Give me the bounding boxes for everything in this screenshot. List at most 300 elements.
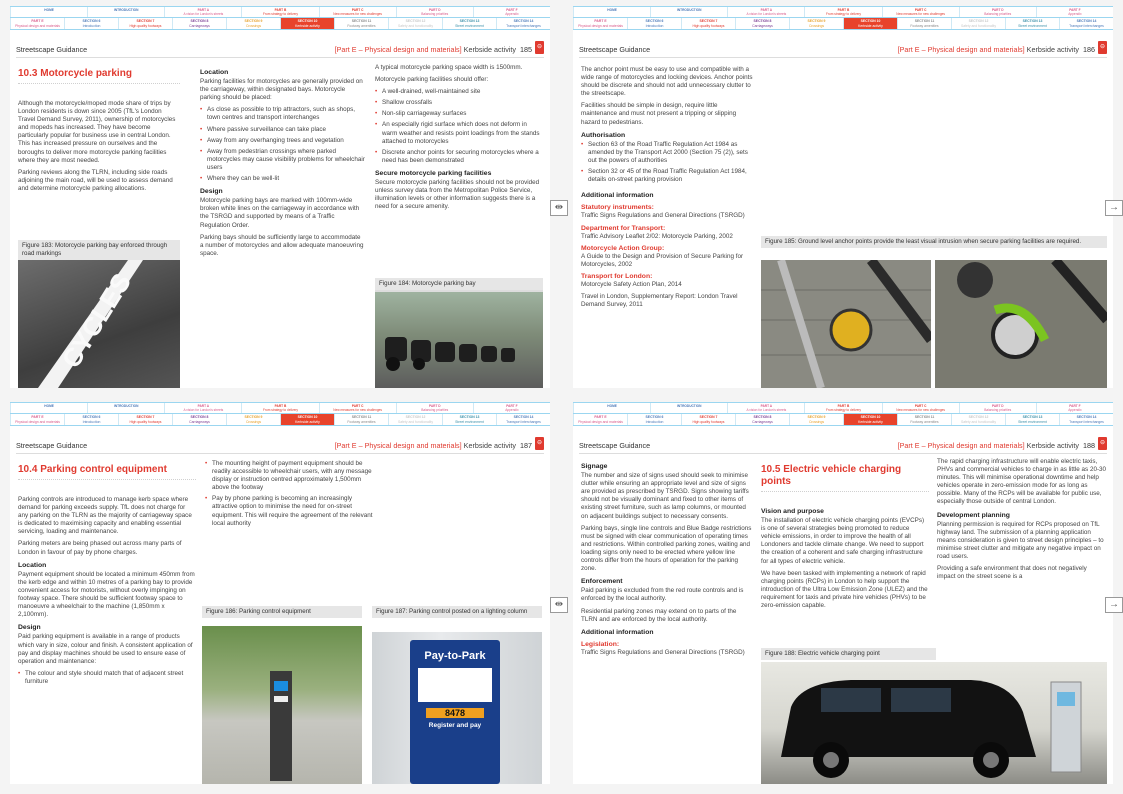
nav-label: SECTION 6: [645, 415, 664, 419]
nav-label: SECTION 9: [807, 415, 826, 419]
nav-label: PART F: [506, 404, 518, 408]
paragraph: Providing a safe environment that does not negatively impact on the street scene is a: [937, 565, 1087, 581]
nav-label: SECTION 9: [244, 415, 263, 419]
figure-caption: Figure 183: Motorcycle parking bay enforced through road markings: [18, 240, 180, 260]
paragraph: Motorcycle parking bays are marked with 100mm-wide broken white lines on the carriageway in accordance with the TSRGD and supported by means of a Traffic Regulation Order.: [200, 197, 360, 229]
nav-top-item[interactable]: [241, 7, 318, 17]
nav-section-item[interactable]: [1059, 414, 1113, 425]
paragraph: Parking bays should be sufficiently large to accommodate a number of motorcycles and allow adequate manoeuvring space.: [200, 233, 364, 257]
nav-label: INTRODUCTION: [113, 404, 139, 408]
column-1: [581, 458, 753, 661]
list-item: • Away from pedestrian crossings where parked motorcycles may cause visibility problems for wheelchair users: [200, 148, 365, 172]
graphic-element: [831, 310, 871, 350]
nav-top-item[interactable]: [473, 7, 550, 17]
subheading: Signage: [581, 463, 608, 470]
bullet-list: [375, 88, 543, 165]
page-187: [10, 402, 550, 784]
nav-label: SECTION 10: [297, 19, 318, 23]
nav-label: SECTION 10: [860, 415, 881, 419]
page-186: [573, 6, 1113, 388]
nav-label: SECTION 11: [914, 415, 935, 419]
nav-section-item[interactable]: [64, 414, 118, 425]
subheading: Additional information: [581, 628, 654, 636]
text-span: Footway amenities: [910, 23, 939, 28]
nav-label: SECTION 14: [1076, 19, 1097, 23]
nav-label: PART C: [351, 8, 364, 12]
text-span: Carriageways: [752, 419, 773, 424]
nav-top-item[interactable]: [396, 7, 473, 17]
nav-top-item[interactable]: [1036, 403, 1113, 413]
nav-label: PART D: [991, 404, 1004, 408]
section-title: 10.3 Motorcycle parking: [18, 68, 180, 84]
list-item: • A well-drained, well-maintained site: [375, 88, 543, 96]
section-title: 10.5 Electric vehicle charging points: [761, 464, 929, 492]
nav-label: SECTION 9: [807, 19, 826, 23]
nav-section-item[interactable]: [681, 18, 735, 29]
nav-top-item[interactable]: [727, 403, 804, 413]
nav-label: SECTION 11: [914, 19, 935, 23]
nav-label: SECTION 14: [513, 415, 534, 419]
breadcrumb: [335, 42, 532, 57]
breadcrumb: [898, 42, 1095, 57]
graphic-element: [385, 337, 407, 361]
block: [573, 413, 1113, 426]
nav-top-item[interactable]: [804, 7, 881, 17]
page-header: [16, 42, 544, 58]
nav-label: SECTION 7: [136, 415, 155, 419]
figure-caption: Figure 186: Parking control equipment: [202, 606, 362, 618]
text-span: Carriageways: [189, 23, 210, 28]
tfl-roundel-icon: ⊖: [1098, 41, 1107, 54]
nav-section-item[interactable]: [681, 414, 735, 425]
nav-label: SECTION 14: [1076, 415, 1097, 419]
document-title: Streetscape Guidance: [16, 441, 88, 450]
text-span: Physical design and materials: [15, 23, 60, 28]
text-span: High quality footways: [692, 419, 725, 424]
document-title: Streetscape Guidance: [579, 441, 651, 450]
page-number: 187: [520, 441, 532, 450]
text-span: Crossings: [245, 23, 262, 28]
text-span: Kerbside activity: [295, 23, 320, 28]
text-span: Kerbside activity: [1026, 45, 1079, 54]
list-item: • Where passive surveillance can take place: [200, 126, 365, 134]
graphic-element: [983, 752, 999, 768]
block: [573, 6, 1113, 17]
text-span: Balancing priorities: [984, 408, 1012, 413]
nav-top-item[interactable]: [164, 403, 241, 413]
text-span: Appendix: [1068, 12, 1082, 17]
text-span: Kerbside activity: [295, 419, 320, 424]
breadcrumb: [335, 438, 532, 453]
nav-section-item[interactable]: [789, 18, 843, 29]
text-span: Kerbside activity: [463, 45, 516, 54]
nav-section-item[interactable]: [496, 18, 550, 29]
text-span: A vision for London's streets: [183, 12, 224, 17]
nav-label: PART F: [1069, 8, 1081, 12]
nav-top-item[interactable]: [319, 7, 396, 17]
nav-section-item[interactable]: [789, 414, 843, 425]
page-188: [573, 402, 1113, 784]
graphic-element: [413, 358, 425, 370]
nav-label: PART B: [837, 404, 850, 408]
nav-top-item[interactable]: [573, 403, 650, 413]
nav-section-item[interactable]: [280, 414, 334, 425]
reference-text: Traffic Advisory Leaflet 2/02: Motorcycle Parking, 2002: [581, 232, 733, 240]
text-span: [Part E – Physical design and materials]: [334, 45, 462, 54]
tfl-roundel-icon: ⊖: [535, 437, 544, 450]
list-item: • Shallow crossfalls: [375, 99, 543, 107]
nav-section-item[interactable]: [118, 414, 172, 425]
nav-section-item[interactable]: [388, 18, 442, 29]
block: [10, 17, 550, 30]
nav-top-item[interactable]: [87, 7, 164, 17]
text-span: New measures for new challenges: [896, 408, 945, 413]
graphic-element: [274, 681, 288, 691]
graphic-element: [481, 346, 497, 362]
list-item: • Non-slip carriageway surfaces: [375, 110, 543, 118]
photo-illustration: [375, 292, 543, 388]
nav-label: SECTION 13: [1022, 19, 1043, 23]
nav-label: PART C: [351, 404, 364, 408]
column-1: [18, 464, 196, 689]
reference-org: Department for Transport:: [581, 224, 666, 232]
nav-label: PART C: [914, 8, 927, 12]
text-span: A vision for London's streets: [183, 408, 224, 413]
nav-section-item[interactable]: [10, 18, 64, 29]
nav-top-item[interactable]: [396, 403, 473, 413]
paragraph: Parking reviews along the TLRN, including side roads adjoining the main road, will be used to assess demand and determine motorcycle parking allocations.: [18, 168, 173, 192]
list-item: • The colour and style should match that of adjacent street furniture: [18, 670, 196, 686]
figure-187: [372, 606, 542, 784]
list-item: • An especially rigid surface which does not deform in warm weather and resists point loadings from the stands attached to motorcycles: [375, 121, 543, 145]
nav-label: SECTION 11: [351, 19, 372, 23]
list-item: • Section 32 or 45 of the Road Traffic Regulation Act 1984, details on-street parking provision: [581, 168, 753, 184]
text-span: Kerbside activity: [858, 419, 883, 424]
page-header: [579, 438, 1107, 454]
paragraph: Paid parking is excluded from the red route controls and is enforced by the local authority.: [581, 587, 744, 603]
text-span: Safety and functionality: [960, 23, 997, 28]
section-navigation: [573, 402, 1113, 436]
photo-illustration: [761, 662, 1107, 784]
subheading: Authorisation: [581, 131, 626, 139]
nav-label: SECTION 13: [1022, 415, 1043, 419]
text-span: Transport interchanges: [1069, 419, 1104, 424]
graphic-element: [386, 357, 400, 371]
block: [573, 402, 1113, 413]
text-span: New measures for new challenges: [896, 12, 945, 17]
graphic-element: [459, 344, 477, 362]
collapse-spread-icon[interactable]: ⇹: [550, 597, 568, 613]
nav-section-item[interactable]: [172, 18, 226, 29]
list-item: • As close as possible to trip attractors, such as shops, town centres and transport interchanges: [200, 106, 365, 122]
nav-top-item[interactable]: [473, 403, 550, 413]
text-span: Appendix: [505, 408, 519, 413]
nav-section-item[interactable]: [226, 414, 280, 425]
nav-section-item[interactable]: [843, 414, 897, 425]
text-span: Street environment: [1018, 419, 1047, 424]
text-span: Safety and functionality: [397, 419, 434, 424]
nav-label: INTRODUCTION: [113, 8, 139, 12]
nav-top-item[interactable]: [10, 403, 87, 413]
paragraph: Parking meters are being phased out across many parts of London in favour of pay by phone charges.: [18, 540, 182, 556]
photo-illustration: [761, 260, 931, 388]
graphic-element: [891, 688, 951, 712]
paragraph: The anchor point must be easy to use and compatible with a wide range of motorcycles and locking devices. Anchor points should be discrete and should not add unnecessary clutter to the streetscape.: [581, 66, 753, 98]
nav-top-item[interactable]: [573, 7, 650, 17]
nav-label: SECTION 8: [190, 415, 209, 419]
text-span: Introduction: [82, 23, 101, 28]
page-header: [16, 438, 544, 454]
arrow-right-icon[interactable]: →: [1105, 200, 1123, 216]
breadcrumb: [898, 438, 1095, 453]
nav-label: SECTION 12: [405, 415, 426, 419]
column-2: [761, 464, 929, 614]
nav-section-item[interactable]: [573, 18, 627, 29]
text-span: Introduction: [645, 419, 664, 424]
paragraph: Although the motorcycle/moped mode share of trips by London residents is down since 2005 (TfL's London Travel Demand Survey, 2011), ownership of motorcycles and mopeds has increased. They have become particularly popular for business use in central London. This has increased pressure on ourselves and the boroughs to deliver more motorcycle parking facilities where they are most needed.: [18, 100, 176, 164]
block: 8478: [426, 708, 484, 718]
nav-label: SECTION 14: [513, 19, 534, 23]
nav-top-item[interactable]: [164, 7, 241, 17]
nav-section-item[interactable]: [442, 18, 496, 29]
nav-label: PART D: [428, 8, 441, 12]
figure-caption: Figure 184: Motorcycle parking bay: [375, 278, 543, 290]
page-number: 188: [1083, 441, 1095, 450]
nav-section-item[interactable]: [897, 414, 951, 425]
nav-label: PART E: [31, 415, 44, 419]
nav-top-item[interactable]: [727, 7, 804, 17]
text-span: Safety and functionality: [397, 23, 434, 28]
nav-label: PART D: [428, 404, 441, 408]
graphic-element: CYCLES: [55, 267, 137, 374]
photo-motorcycle-row: [375, 292, 543, 388]
paragraph: Residential parking zones may extend on to parts of the TLRN and are enforced by the local authority.: [581, 607, 737, 623]
nav-label: INTRODUCTION: [676, 8, 702, 12]
nav-top-item[interactable]: [1036, 7, 1113, 17]
nav-top-item[interactable]: [319, 403, 396, 413]
nav-top-item[interactable]: [650, 7, 727, 17]
nav-label: PART F: [506, 8, 518, 12]
text-span: Crossings: [245, 419, 262, 424]
text-span: Street environment: [455, 419, 484, 424]
nav-section-item[interactable]: [496, 414, 550, 425]
nav-section-item[interactable]: [118, 18, 172, 29]
nav-section-item[interactable]: [172, 414, 226, 425]
subheading: Enforcement: [581, 578, 623, 586]
nav-section-item[interactable]: [951, 414, 1005, 425]
reference-text: Motorcycle Safety Action Plan, 2014: [581, 281, 682, 289]
nav-label: SECTION 6: [82, 415, 101, 419]
nav-top-item[interactable]: [87, 403, 164, 413]
nav-label: PART B: [274, 404, 287, 408]
column-2: [200, 64, 365, 262]
nav-top-item[interactable]: [804, 403, 881, 413]
paragraph: Payment equipment should be located a minimum 450mm from the kerb edge and within 10 metres of a parking bay to provide convenient access for motorists, without overly impinging on footway space. There should be sufficient footway space to manoeuvre a wheelchair to the machine (1,850mm x 2,100mm).: [18, 570, 195, 619]
graphic-element: [823, 752, 839, 768]
text-span: Transport interchanges: [506, 23, 541, 28]
photo-illustration: [935, 260, 1107, 388]
nav-section-item[interactable]: [280, 18, 334, 29]
paragraph: Parking bays, single line controls and Blue Badge restrictions must be signed with clear communication of operating times and restrictions. Within controlled parking zones, waiting and loading signs only need to be erected where yellow line controls differ from the hours of operation for the parking zone.: [581, 524, 752, 573]
text-span: Physical design and materials: [578, 23, 623, 28]
paragraph: Motorcycle parking facilities should offer:: [375, 76, 489, 84]
nav-top-item[interactable]: [882, 403, 959, 413]
page-number: 185: [520, 45, 532, 54]
arrow-right-icon[interactable]: →: [1105, 597, 1123, 613]
paragraph: Parking controls are introduced to manage kerb space where demand for parking exceeds supply. TfL does not charge for any parking on the TLRN as the majority of carriageway space is dedicated to maximising capacity and enabling essential servicing, loading and maintenance.: [18, 496, 192, 536]
text-span: New measures for new challenges: [333, 408, 382, 413]
nav-section-item[interactable]: [897, 18, 951, 29]
subheading: Design: [18, 624, 41, 632]
nav-label: PART B: [274, 8, 287, 12]
text-span: Crossings: [808, 23, 825, 28]
photo-anchor-point-2: [935, 260, 1107, 388]
tfl-roundel-icon: ⊖: [1098, 437, 1107, 450]
nav-top-item[interactable]: [10, 7, 87, 17]
graphic-element: [1057, 692, 1075, 706]
text-span: Footway amenities: [347, 419, 376, 424]
nav-label: HOME: [44, 8, 54, 12]
bullet-list: [200, 106, 365, 183]
block: Pay-to-Park: [424, 650, 486, 662]
block: [10, 413, 550, 426]
column-3: [937, 458, 1107, 585]
collapse-spread-icon[interactable]: ⇹: [550, 200, 568, 216]
tfl-roundel-icon: ⊖: [535, 41, 544, 54]
nav-section-item[interactable]: [442, 414, 496, 425]
text-span: Footway amenities: [910, 419, 939, 424]
text-span: Transport interchanges: [1069, 23, 1104, 28]
nav-section-item[interactable]: [735, 414, 789, 425]
nav-label: SECTION 9: [244, 19, 263, 23]
document-title: Streetscape Guidance: [579, 45, 651, 54]
nav-section-item[interactable]: [573, 414, 627, 425]
paragraph: Parking facilities for motorcycles are generally provided on the carriageway, within designated bays. Motorcycle parking should be placed:: [200, 78, 363, 102]
block: [418, 668, 492, 702]
text-span: Crossings: [808, 419, 825, 424]
nav-section-item[interactable]: [1005, 18, 1059, 29]
text-span: From strategy to delivery: [825, 12, 862, 17]
nav-top-item[interactable]: [650, 403, 727, 413]
nav-top-item[interactable]: [241, 403, 318, 413]
figure-caption: Figure 188: Electric vehicle charging point: [761, 648, 936, 660]
photo-ev-taxi: [761, 662, 1107, 784]
figure-caption: Figure 185: Ground level anchor points provide the least visual intrusion when secure parking facilities are required.: [761, 236, 1107, 248]
text-span: Carriageways: [189, 419, 210, 424]
bullet-list: [18, 670, 196, 686]
figure-185: [761, 236, 1107, 386]
nav-section-item[interactable]: [388, 414, 442, 425]
text-span: Balancing priorities: [421, 408, 449, 413]
nav-top-item[interactable]: [959, 7, 1036, 17]
paragraph: The rapid charging infrastructure will enable electric taxis, PHVs and commercial vehicles to charge in as little as 20-30 minutes. This will minimise operational downtime and help vehicles operate in zero-emission mode for as long as possible. Many of the RCPs will be available for public use, especially those outside of central London.: [937, 458, 1107, 506]
nav-section-item[interactable]: [627, 414, 681, 425]
nav-section-item[interactable]: [627, 18, 681, 29]
list-item: • Away from any overhanging trees and vegetation: [200, 137, 365, 145]
nav-section-item[interactable]: [226, 18, 280, 29]
photo-motorcycle-bay: [18, 260, 180, 388]
nav-section-item[interactable]: [951, 18, 1005, 29]
text-span: Safety and functionality: [960, 419, 997, 424]
reference-org: Legislation:: [581, 640, 620, 648]
nav-section-item[interactable]: [735, 18, 789, 29]
section-navigation: [573, 6, 1113, 40]
text-span: High quality footways: [692, 23, 725, 28]
paragraph: Secure motorcycle parking facilities should not be provided unless survey data from the Metropolitan Police Service, illumination levels or other information suggests there is a need for a secure amenity.: [375, 179, 540, 211]
block: [10, 402, 550, 413]
text-span: Street environment: [1018, 23, 1047, 28]
nav-label: SECTION 8: [753, 415, 772, 419]
text-span: [Part E – Physical design and materials]: [334, 441, 462, 450]
block: [573, 17, 1113, 30]
nav-section-item[interactable]: [1005, 414, 1059, 425]
text-span: Physical design and materials: [15, 419, 60, 424]
nav-label: SECTION 10: [860, 19, 881, 23]
text-span: High quality footways: [129, 23, 162, 28]
reference-org: Motorcycle Action Group:: [581, 244, 665, 252]
nav-label: SECTION 7: [699, 415, 718, 419]
figure-188: [761, 648, 1107, 784]
subheading: Location: [18, 561, 47, 569]
photo-illustration: [202, 626, 362, 784]
graphic-element: [957, 262, 993, 298]
text-span: From strategy to delivery: [262, 408, 299, 413]
nav-label: PART E: [594, 19, 607, 23]
nav-label: SECTION 6: [82, 19, 101, 23]
paragraph: We have been tasked with implementing a network of rapid charging points (RCPs) in London to help support the introduction of the Ultra Low Emission Zone (ULEZ) and the requirement for taxis and private hire vehicles (PHVs) to be zero-emission capable.: [761, 569, 928, 610]
nav-label: SECTION 13: [459, 415, 480, 419]
graphic-element: [501, 348, 515, 362]
nav-label: SECTION 7: [699, 19, 718, 23]
nav-label: SECTION 11: [351, 415, 372, 419]
subheading: Location: [200, 69, 229, 76]
nav-label: HOME: [607, 8, 617, 12]
graphic-element: [274, 696, 288, 702]
text-span: Physical design and materials: [578, 419, 623, 424]
nav-section-item[interactable]: [334, 18, 388, 29]
text-span: High quality footways: [129, 419, 162, 424]
paragraph: The number and size of signs used should seek to minimise clutter while ensuring an appropriate level and size of signs are provided as prescribed by TSRGD. Signs showing tariffs should not be visually dominant and fixed to other items of existing street furniture, such as lamp columns, or mounted on adjacent buildings subject to necessary consents.: [581, 472, 749, 520]
text-span: From strategy to delivery: [825, 408, 862, 413]
text-span: Transport interchanges: [506, 419, 541, 424]
text-span: Appendix: [1068, 408, 1082, 413]
nav-section-item[interactable]: [843, 18, 897, 29]
section-title: 10.4 Parking control equipment: [18, 464, 196, 480]
graphic-element: [821, 688, 881, 712]
nav-label: PART A: [760, 404, 773, 408]
text-span: Balancing priorities: [421, 12, 449, 17]
page-number: 186: [1083, 45, 1095, 54]
nav-section-item[interactable]: [10, 414, 64, 425]
text-span: From strategy to delivery: [262, 12, 299, 17]
text-span: Introduction: [645, 23, 664, 28]
nav-section-item[interactable]: [64, 18, 118, 29]
nav-top-item[interactable]: [959, 403, 1036, 413]
text-span: Kerbside activity: [858, 23, 883, 28]
column-1: [581, 66, 753, 313]
nav-label: SECTION 8: [190, 19, 209, 23]
nav-label: PART F: [1069, 404, 1081, 408]
paragraph: Travel in London, Supplementary Report: London Travel Demand Survey, 2011: [581, 293, 738, 309]
nav-section-item[interactable]: [334, 414, 388, 425]
block: Register and pay: [428, 722, 482, 729]
nav-label: PART B: [837, 8, 850, 12]
paragraph: Facilities should be simple in design, require little maintenance and must not present a tripping or slipping hazard to pedestrians.: [581, 102, 737, 126]
nav-top-item[interactable]: [882, 7, 959, 17]
nav-section-item[interactable]: [1059, 18, 1113, 29]
reference-org: Transport for London:: [581, 272, 653, 280]
text-span: Kerbside activity: [463, 441, 516, 450]
